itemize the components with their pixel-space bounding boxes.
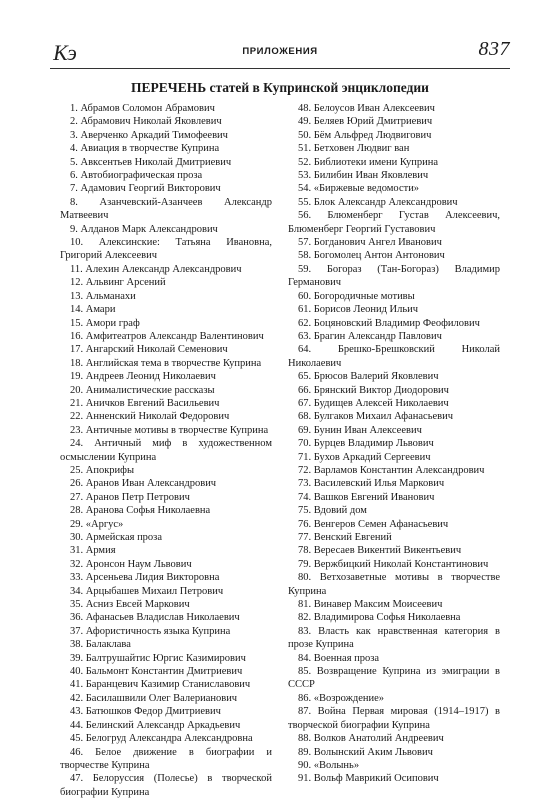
list-item: 59. Богораз (Тан-Богораз) Владимир Германович	[288, 263, 500, 289]
list-item: 89. Волынский Аким Львович	[298, 746, 433, 758]
list-item: 39. Балтрушайтис Юргис Казимирович	[70, 652, 246, 664]
list-item: 25. Апокрифы	[70, 464, 135, 476]
list-item: 19. Андреев Леонид Николаевич	[70, 371, 216, 383]
list-item: 73. Василевский Илья Маркович	[298, 478, 445, 490]
list-item: 13. Альманахи	[70, 290, 136, 302]
list-item: 86. «Возрождение»	[298, 692, 385, 704]
list-item: 84. Военная проза	[298, 652, 380, 664]
list-item: 60. Богородичные мотивы	[298, 290, 415, 302]
left-column	[60, 102, 272, 799]
list-item: 31. Армия	[70, 545, 116, 557]
publisher-logo-icon: Кэ	[53, 40, 77, 65]
list-item: 83. Власть как нравственная категория в прозе Куприна	[288, 625, 500, 651]
list-item: 51. Бетховен Людвиг ван	[298, 143, 410, 155]
list-item: 61. Борисов Леонид Ильич	[298, 304, 419, 316]
list-item: 6. Автобиографическая проза	[70, 170, 203, 182]
list-item: 7. Адамович Георгий Викторович	[70, 183, 221, 195]
list-item: 18. Английская тема в творчестве Куприна	[70, 357, 262, 369]
list-item: 63. Брагин Александр Павлович	[298, 330, 442, 342]
list-item: 58. Богомолец Антон Антонович	[298, 250, 445, 262]
list-item: 72. Варламов Константин Александрович	[298, 464, 485, 476]
list-item: 14. Амари	[70, 304, 116, 316]
list-item: 55. Блок Александр Александрович	[298, 196, 458, 208]
list-item: 68. Булгаков Михаил Афанасьевич	[298, 411, 454, 423]
list-item: 76. Венгеров Семен Афанасьевич	[298, 518, 449, 530]
list-item: 26. Аранов Иван Александрович	[70, 478, 217, 490]
list-item: 23. Античные мотивы в творчестве Куприна	[70, 424, 269, 436]
list-item: 41. Баранцевич Казимир Станиславович	[70, 679, 251, 691]
list-item: 70. Бурцев Владимир Львович	[298, 438, 434, 450]
list-item: 47. Белоруссия (Полесье) в творческой биографии Куприна	[60, 773, 272, 798]
list-item: 35. Асниз Евсей Маркович	[70, 599, 190, 611]
list-item: 50. Бём Альфред Людвигович	[298, 129, 432, 141]
list-item: 77. Венский Евгений	[298, 532, 392, 543]
list-item: 32. Аронсон Наум Львович	[70, 558, 192, 570]
list-item: 48. Белоусов Иван Алексеевич	[298, 103, 435, 114]
page-number: 837	[478, 38, 510, 60]
list-item: 57. Богданович Ангел Иванович	[298, 237, 442, 249]
page-title: ПЕРЕЧЕНЬ статей в Купринской энциклопедии	[131, 80, 429, 95]
list-item: 75. Вдовий дом	[298, 505, 367, 517]
list-item: 28. Аранова Софья Николаевна	[70, 505, 211, 517]
header-rule	[50, 68, 510, 69]
list-item: 33. Арсеньева Лидия Викторовна	[70, 572, 220, 584]
list-item: 87. Война Первая мировая (1914–1917) в творческой биографии Куприна	[288, 706, 500, 731]
list-item: 8. Азанчевский-Азанчеев Александр Матвеевич	[60, 196, 272, 222]
list-item: 37. Афористичность языка Куприна	[70, 625, 231, 637]
list-item: 1. Абрамов Соломон Абрамович	[70, 103, 215, 114]
list-item: 3. Аверченко Аркадий Тимофеевич	[70, 129, 228, 141]
list-item: 85. Возвращение Куприна из эмиграции в СССР	[288, 666, 500, 691]
list-item: 21. Аничков Евгений Васильевич	[70, 397, 220, 409]
list-item: 64. Брешко-Брешковский Николай Николаевич	[288, 344, 500, 369]
list-item: 69. Бунин Иван Алексеевич	[298, 424, 422, 436]
list-item: 43. Батюшков Федор Дмитриевич	[70, 706, 221, 718]
list-item: 34. Арцыбашев Михаил Петрович	[70, 585, 224, 597]
list-item: 16. Амфитеатров Александр Валентинович	[70, 330, 264, 342]
list-item: 40. Бальмонт Константин Дмитриевич	[70, 666, 243, 678]
list-item: 27. Аранов Петр Петрович	[70, 491, 190, 503]
list-item: 82. Владимирова Софья Николаевна	[298, 612, 461, 624]
list-item: 79. Вержбицкий Николай Константинович	[298, 558, 489, 570]
list-item: 30. Армейская проза	[70, 532, 162, 543]
list-item: 56. Блюменберг Густав Алексеевич, Блюменберг Георгий Густавович	[288, 210, 500, 235]
list-item: 4. Авиация в творчестве Куприна	[70, 143, 220, 155]
list-item: 71. Бухов Аркадий Сергеевич	[298, 451, 431, 463]
list-item: 5. Авксентьев Николай Дмитриевич	[70, 156, 232, 168]
list-item: 2. Абрамович Николай Яковлевич	[70, 116, 222, 128]
list-item: 54. «Биржевые ведомости»	[298, 183, 420, 195]
article-list	[60, 102, 500, 798]
list-item: 81. Винавер Максим Моисеевич	[298, 599, 443, 611]
running-head: ПРИЛОЖЕНИЯ	[242, 46, 318, 57]
list-item: 38. Балаклава	[70, 639, 131, 651]
list-item: 65. Брюсов Валерий Яковлевич	[298, 371, 439, 383]
list-item: 9. Алданов Марк Александрович	[70, 223, 218, 235]
list-item: 67. Будищев Алексей Николаевич	[298, 397, 449, 409]
list-item: 52. Библиотеки имени Куприна	[298, 156, 439, 168]
list-item: 15. Амори граф	[70, 317, 140, 329]
list-item: 29. «Аргус»	[70, 518, 124, 530]
list-item: 11. Алехин Александр Александрович	[70, 263, 242, 275]
right-column	[288, 102, 500, 786]
list-item: 24. Античный миф в художественном осмыслении Куприна	[60, 438, 272, 463]
list-item: 12. Альвинг Арсений	[70, 277, 166, 289]
list-item: 46. Белое движение в биографии и творчестве Куприна	[60, 746, 272, 771]
list-item: 20. Анималистические рассказы	[70, 384, 215, 396]
list-item: 62. Боцяновский Владимир Феофилович	[298, 317, 480, 329]
list-item: 90. «Волынь»	[298, 759, 360, 771]
list-item: 17. Ангарский Николай Семенович	[70, 344, 228, 356]
list-item: 22. Анненский Николай Федорович	[70, 411, 230, 423]
list-item: 44. Белинский Александр Аркадьевич	[70, 719, 241, 731]
list-item: 88. Волков Анатолий Андреевич	[298, 733, 444, 745]
list-item: 78. Вересаев Викентий Викентьевич	[298, 545, 462, 557]
list-item: 91. Вольф Маврикий Осипович	[298, 773, 439, 785]
list-item: 49. Беляев Юрий Дмитриевич	[298, 116, 433, 128]
list-item: 53. Билибин Иван Яковлевич	[298, 170, 429, 182]
list-item: 42. Басилашвили Олег Валерианович	[70, 692, 238, 704]
list-item: 10. Алексинские: Татьяна Ивановна, Григорий Алексеевич	[60, 237, 272, 262]
list-item: 66. Брянский Виктор Диодорович	[298, 384, 449, 396]
list-item: 36. Афанасьев Владислав Николаевич	[70, 612, 240, 624]
list-item: 74. Вашков Евгений Иванович	[298, 491, 435, 503]
list-item: 45. Белогруд Александра Александровна	[70, 733, 253, 745]
list-item: 80. Ветхозаветные мотивы в творчестве Куприна	[288, 572, 500, 597]
